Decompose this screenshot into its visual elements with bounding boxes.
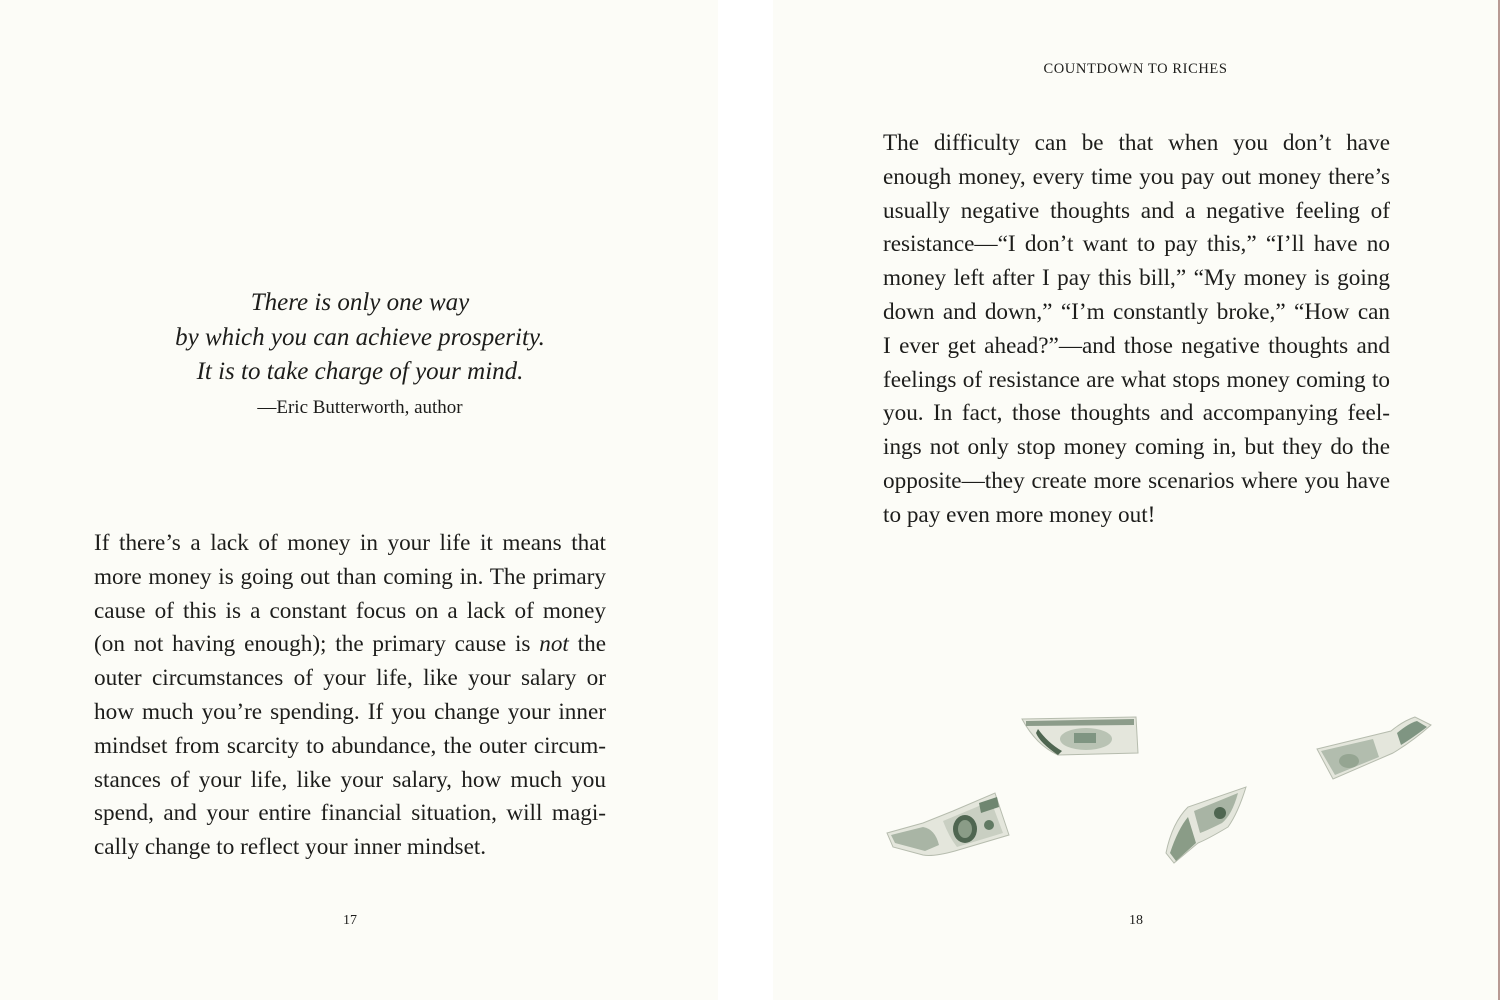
running-head: COUNTDOWN TO RICHES — [1043, 61, 1228, 77]
text-line: enough money, every time you pay out money there’s — [883, 163, 1390, 190]
text-line: spend, and your entire financial situation, will magi- — [94, 800, 606, 827]
text-line: stances of your life, like your salary, how much you — [94, 766, 606, 793]
dollar-bill-icon — [883, 785, 1013, 860]
text-line: how much you’re spending. If you change your inner — [94, 698, 606, 725]
text-line: mindset from scarcity to abundance, the outer circum- — [94, 732, 606, 759]
text-line: resistance—“I don’t want to pay this,” “I’ll have no — [883, 231, 1390, 258]
text-segment: the — [568, 631, 606, 658]
page-number: 17 — [343, 913, 357, 928]
epigraph-quote — [80, 286, 640, 422]
text-line: down and down,” “I’m constantly broke,” “How can — [883, 298, 1390, 325]
text-line: cally change to reflect your inner mindset. — [94, 834, 487, 861]
right-body-paragraph — [883, 127, 1390, 533]
text-line: you. In fact, those thoughts and accompanying feel- — [883, 400, 1390, 427]
dollar-bill-icon — [1018, 713, 1143, 763]
text-line: usually negative thoughts and a negative feeling of — [883, 197, 1390, 224]
text-line: ings not only stop money coming in, but they do the — [883, 434, 1390, 461]
text-line: money left after I pay this bill,” “My money is going — [883, 265, 1390, 292]
dollar-bill-icon — [1158, 783, 1253, 868]
dollar-bill-icon — [1313, 715, 1438, 790]
left-page — [0, 0, 718, 1000]
text-line: feelings of resistance are what stops money coming to — [883, 366, 1390, 393]
text-line: cause of this is a constant focus on a lack of money — [94, 597, 606, 624]
quote-line: It is to take charge of your mind. — [196, 358, 524, 385]
falling-money-illustration — [873, 705, 1443, 875]
text-segment: (on not having enough); the primary cause is — [94, 631, 540, 658]
text-line: to pay even more money out! — [883, 501, 1156, 528]
left-body-paragraph — [94, 527, 606, 865]
text-line: more money is going out than coming in. The primary — [94, 563, 606, 590]
text-line: If there’s a lack of money in your life it means that — [94, 530, 606, 556]
page-number: 18 — [1129, 913, 1143, 928]
text-line — [94, 628, 606, 662]
quote-line: by which you can achieve prosperity. — [175, 323, 545, 351]
quote-attribution: —Eric Butterworth, author — [257, 396, 463, 418]
right-page — [773, 0, 1498, 1000]
quote-line: There is only one way — [250, 289, 470, 316]
text-line: outer circumstances of your life, like your salary or — [94, 665, 606, 692]
text-line: The difficulty can be that when you don’t have — [883, 130, 1390, 156]
text-line: I ever get ahead?”—and those negative thoughts and — [883, 332, 1390, 359]
text-line: opposite—they create more scenarios where you have — [883, 467, 1390, 494]
emphasis-text: not — [539, 631, 569, 658]
